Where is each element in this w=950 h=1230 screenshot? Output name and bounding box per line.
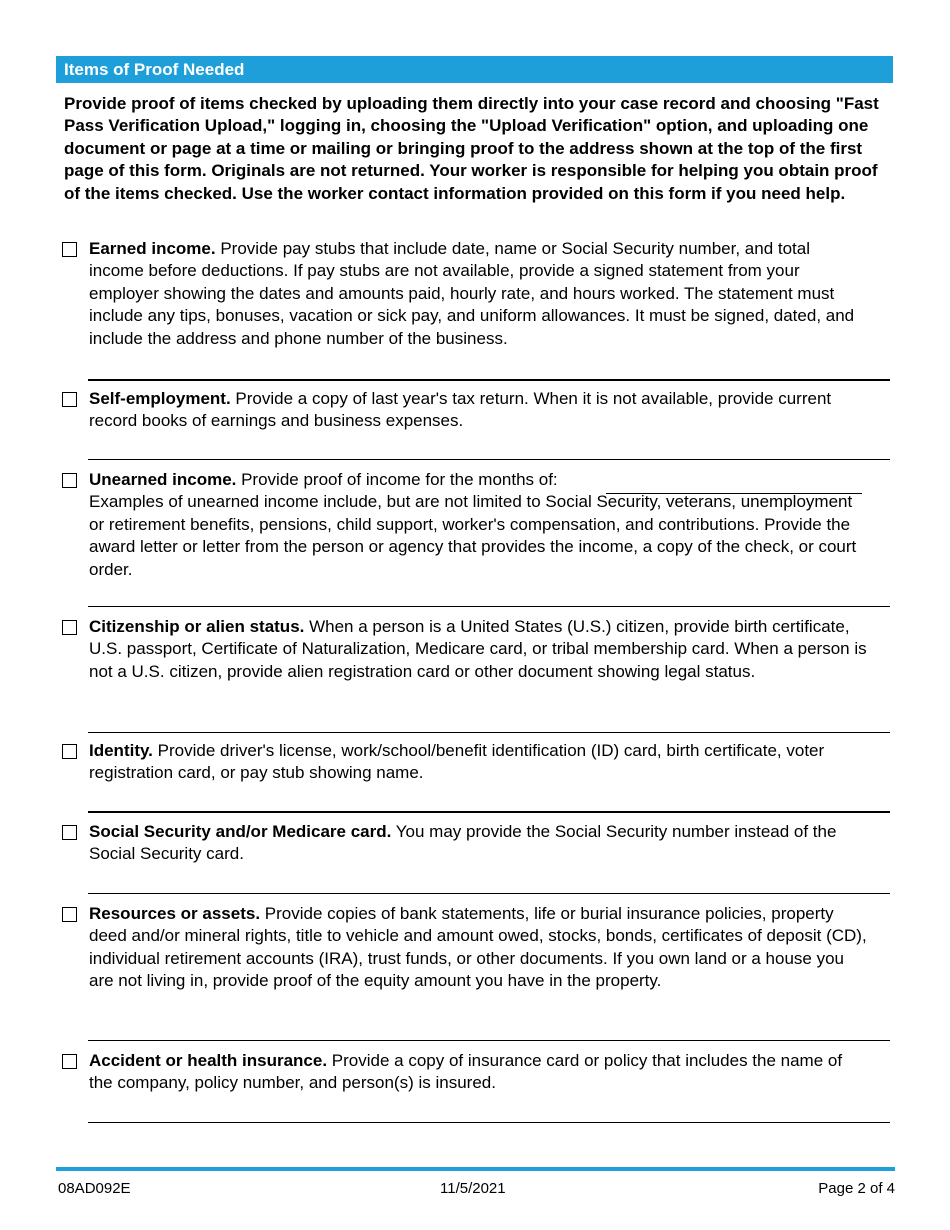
item-body: Provide pay stubs that include date, name or Social Security number, and total income before deductions. If pay stubs are not available, provide a signed statement from your employer showing the dates and amounts paid, hourly rate, and hours worked. The statement must include any tips, bonuses, vacation or sick pay, and uniform allowances. It must be signed, dated, and include the address and phone number of the business. — [89, 239, 855, 348]
divider — [88, 606, 890, 607]
item-title: Resources or assets. — [89, 904, 261, 923]
item-body: When a person is a United States (U.S.) citizen, provide birth certificate, U.S. passport, Certificate of Naturalization, Medicare card, or tribal membership card. When a person is not a U.S. citizen, provide alien registration card or other document showing legal status. — [89, 617, 867, 681]
divider — [88, 732, 890, 733]
item-text — [89, 740, 869, 785]
item-title: Identity. — [89, 741, 153, 760]
divider — [88, 1040, 890, 1041]
item-text — [89, 1050, 869, 1095]
resources-checkbox[interactable] — [62, 907, 77, 922]
item-title: Unearned income. — [89, 470, 237, 489]
divider — [88, 459, 890, 460]
item-text — [89, 238, 869, 350]
form-date: 11/5/2021 — [440, 1180, 506, 1197]
health-insurance-checkbox[interactable] — [62, 1054, 77, 1069]
social-security-checkbox[interactable] — [62, 825, 77, 840]
divider — [88, 1122, 890, 1123]
form-number: 08AD092E — [58, 1180, 131, 1197]
self-employment-checkbox[interactable] — [62, 392, 77, 407]
unearned-income-checkbox[interactable] — [62, 473, 77, 488]
item-title: Citizenship or alien status. — [89, 617, 305, 636]
item-text — [89, 388, 869, 433]
page-number: Page 2 of 4 — [818, 1180, 895, 1197]
item-text — [89, 616, 869, 683]
item-body: You may provide the Social Security number instead of the Social Security card. — [89, 822, 837, 864]
item-title: Accident or health insurance. — [89, 1051, 328, 1070]
item-body: Provide copies of bank statements, life or burial insurance policies, property deed and/or mineral rights, title to vehicle and amount owed, stocks, bonds, certificates of deposit (CD), individual retirement accounts (IRA), trust funds, or other documents. If you own land or a house you are not living in, provide proof of the equity amount you have in the property. — [89, 904, 867, 991]
item-title: Self-employment. — [89, 389, 231, 408]
divider — [88, 811, 890, 813]
section-header: Items of Proof Needed — [56, 56, 893, 83]
item-text — [89, 903, 869, 993]
item-text — [89, 469, 869, 581]
citizenship-checkbox[interactable] — [62, 620, 77, 635]
divider — [88, 893, 890, 894]
earned-income-checkbox[interactable] — [62, 242, 77, 257]
item-title: Social Security and/or Medicare card. — [89, 822, 392, 841]
intro-paragraph: Provide proof of items checked by uploading them directly into your case record and choosing "Fast Pass Verification Upload," logging in, choosing the "Upload Verification" option, and uploading one document or page at a time or mailing or bringing proof to the address shown at the top of the first page of this form. Originals are not returned. Your worker is responsible for helping you obtain proof of the items checked. Use the worker contact information provided on this form if you need help. — [64, 94, 879, 203]
item-text — [89, 821, 869, 866]
item-body-details: Examples of unearned income include, but are not limited to Social Security, veterans, unemployment or retirement benefits, pensions, child support, worker's compensation, and contributions. Provide the award letter or letter from the person or agency that provides the income, a copy of the check, or court order. — [89, 492, 857, 579]
months-input-line[interactable] — [606, 493, 862, 494]
item-body: Provide driver's license, work/school/benefit identification (ID) card, birth certificate, voter registration card, or pay stub showing name. — [89, 741, 825, 783]
item-body: Provide a copy of last year's tax return. When it is not available, provide current record books of earnings and business expenses. — [89, 389, 832, 431]
divider — [88, 379, 890, 381]
identity-checkbox[interactable] — [62, 744, 77, 759]
item-title: Earned income. — [89, 239, 216, 258]
item-body: Provide proof of income for the months of: — [236, 470, 558, 489]
footer-divider — [56, 1167, 895, 1171]
item-body: Provide a copy of insurance card or policy that includes the name of the company, policy number, and person(s) is insured. — [89, 1051, 843, 1093]
